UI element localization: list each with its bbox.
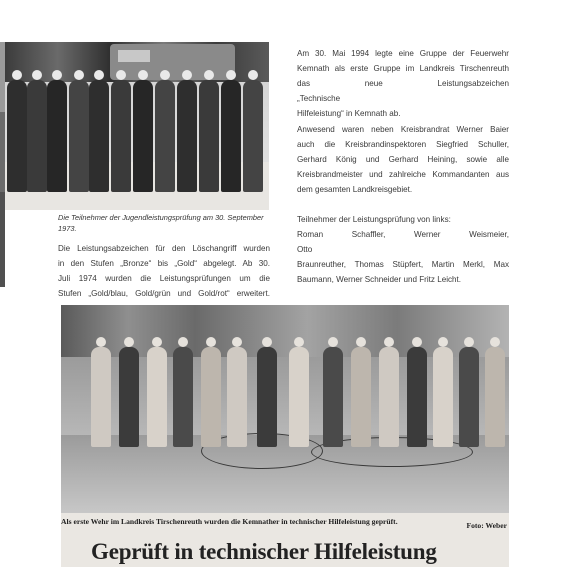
- person-figure: [177, 80, 197, 192]
- newspaper-clipping: [61, 305, 509, 567]
- top-photo-caption: Die Teilnehmer der Jugendleistungsprüfung am 30. September 1973.: [58, 213, 264, 233]
- person-figure: [119, 347, 139, 447]
- person-figure: [69, 80, 89, 192]
- person-figure: [379, 347, 399, 447]
- text-line: auch die Kreisbrandinspektoren Siegfried Schuller,: [297, 140, 509, 149]
- person-figure: [7, 80, 27, 192]
- person-figure: [133, 80, 153, 192]
- person-figure: [351, 347, 371, 447]
- person-figure: [243, 80, 263, 192]
- person-figure: [199, 80, 219, 192]
- person-figure: [459, 347, 479, 447]
- person-figure: [27, 80, 47, 192]
- text-line: Stufen „Gold/blau, Gold/grün und Gold/rot“ erweitert.: [58, 289, 270, 298]
- person-figure: [433, 347, 453, 447]
- newspaper-caption-row: [61, 515, 509, 529]
- right-paragraph-3: [297, 212, 509, 287]
- person-figure: [91, 347, 111, 447]
- person-figure: [407, 347, 427, 447]
- text-line: Teilnehmer der Leistungsprüfung von links:: [297, 215, 451, 224]
- text-line: Kreisbrandmeister und zahlreiche Kommandanten aus: [297, 170, 509, 179]
- person-figure: [111, 80, 131, 192]
- technical-rescue-group-photo: [61, 305, 509, 513]
- youth-group-photo: [5, 42, 269, 210]
- person-figure: [323, 347, 343, 447]
- right-paragraph-1: [297, 46, 509, 121]
- text-line: Roman Schaffler, Werner Weismeier, Otto: [297, 230, 509, 254]
- person-figure: [289, 347, 309, 447]
- text-line: dem gesamten Landkreisgebiet.: [297, 185, 413, 194]
- newspaper-caption: Als erste Wehr im Landkreis Tirschenreuth wurden die Kemnather in technischer Hilfeleistung geprüft.: [61, 517, 398, 526]
- person-figure: [201, 347, 221, 447]
- person-figure: [257, 347, 277, 447]
- text-line: Baumann, Werner Schneider und Fritz Leicht.: [297, 275, 462, 284]
- text-line: Braunreuther, Thomas Stüpfert, Martin Merkl, Max: [297, 260, 509, 269]
- person-figure: [155, 80, 175, 192]
- text-line: Gerhard König und Gerhard Heining, sowie alle: [297, 155, 509, 164]
- left-paragraph: [58, 241, 270, 301]
- text-line: Am 30. Mai 1994 legte eine Gruppe der Feuerwehr: [297, 49, 509, 58]
- newspaper-headline: Geprüft in technischer Hilfeleistung: [91, 539, 437, 564]
- person-figure: [147, 347, 167, 447]
- text-line: Hilfeleistung“ in Kemnath ab.: [297, 109, 401, 118]
- person-figure: [485, 347, 505, 447]
- person-figure: [227, 347, 247, 447]
- text-line: Anwesend waren neben Kreisbrandrat Werner Baier: [297, 125, 509, 134]
- text-line: Die Leistungsabzeichen für den Löschangriff wurden: [58, 244, 270, 253]
- text-line: das neue Leistungsabzeichen „Technische: [297, 79, 509, 103]
- text-line: in den Stufen „Bronze“ bis „Gold“ abgelegt. Ab 30.: [58, 259, 270, 268]
- person-figure: [221, 80, 241, 192]
- right-paragraph-2: [297, 122, 509, 197]
- person-figure: [89, 80, 109, 192]
- person-figure: [47, 80, 67, 192]
- person-figure: [173, 347, 193, 447]
- text-line: Juli 1974 wurden die Leistungsprüfungen um die: [58, 274, 270, 283]
- photo-credit: Foto: Weber: [466, 521, 507, 530]
- text-line: Kemnath als erste Gruppe im Landkreis Tirschenreuth: [297, 64, 509, 73]
